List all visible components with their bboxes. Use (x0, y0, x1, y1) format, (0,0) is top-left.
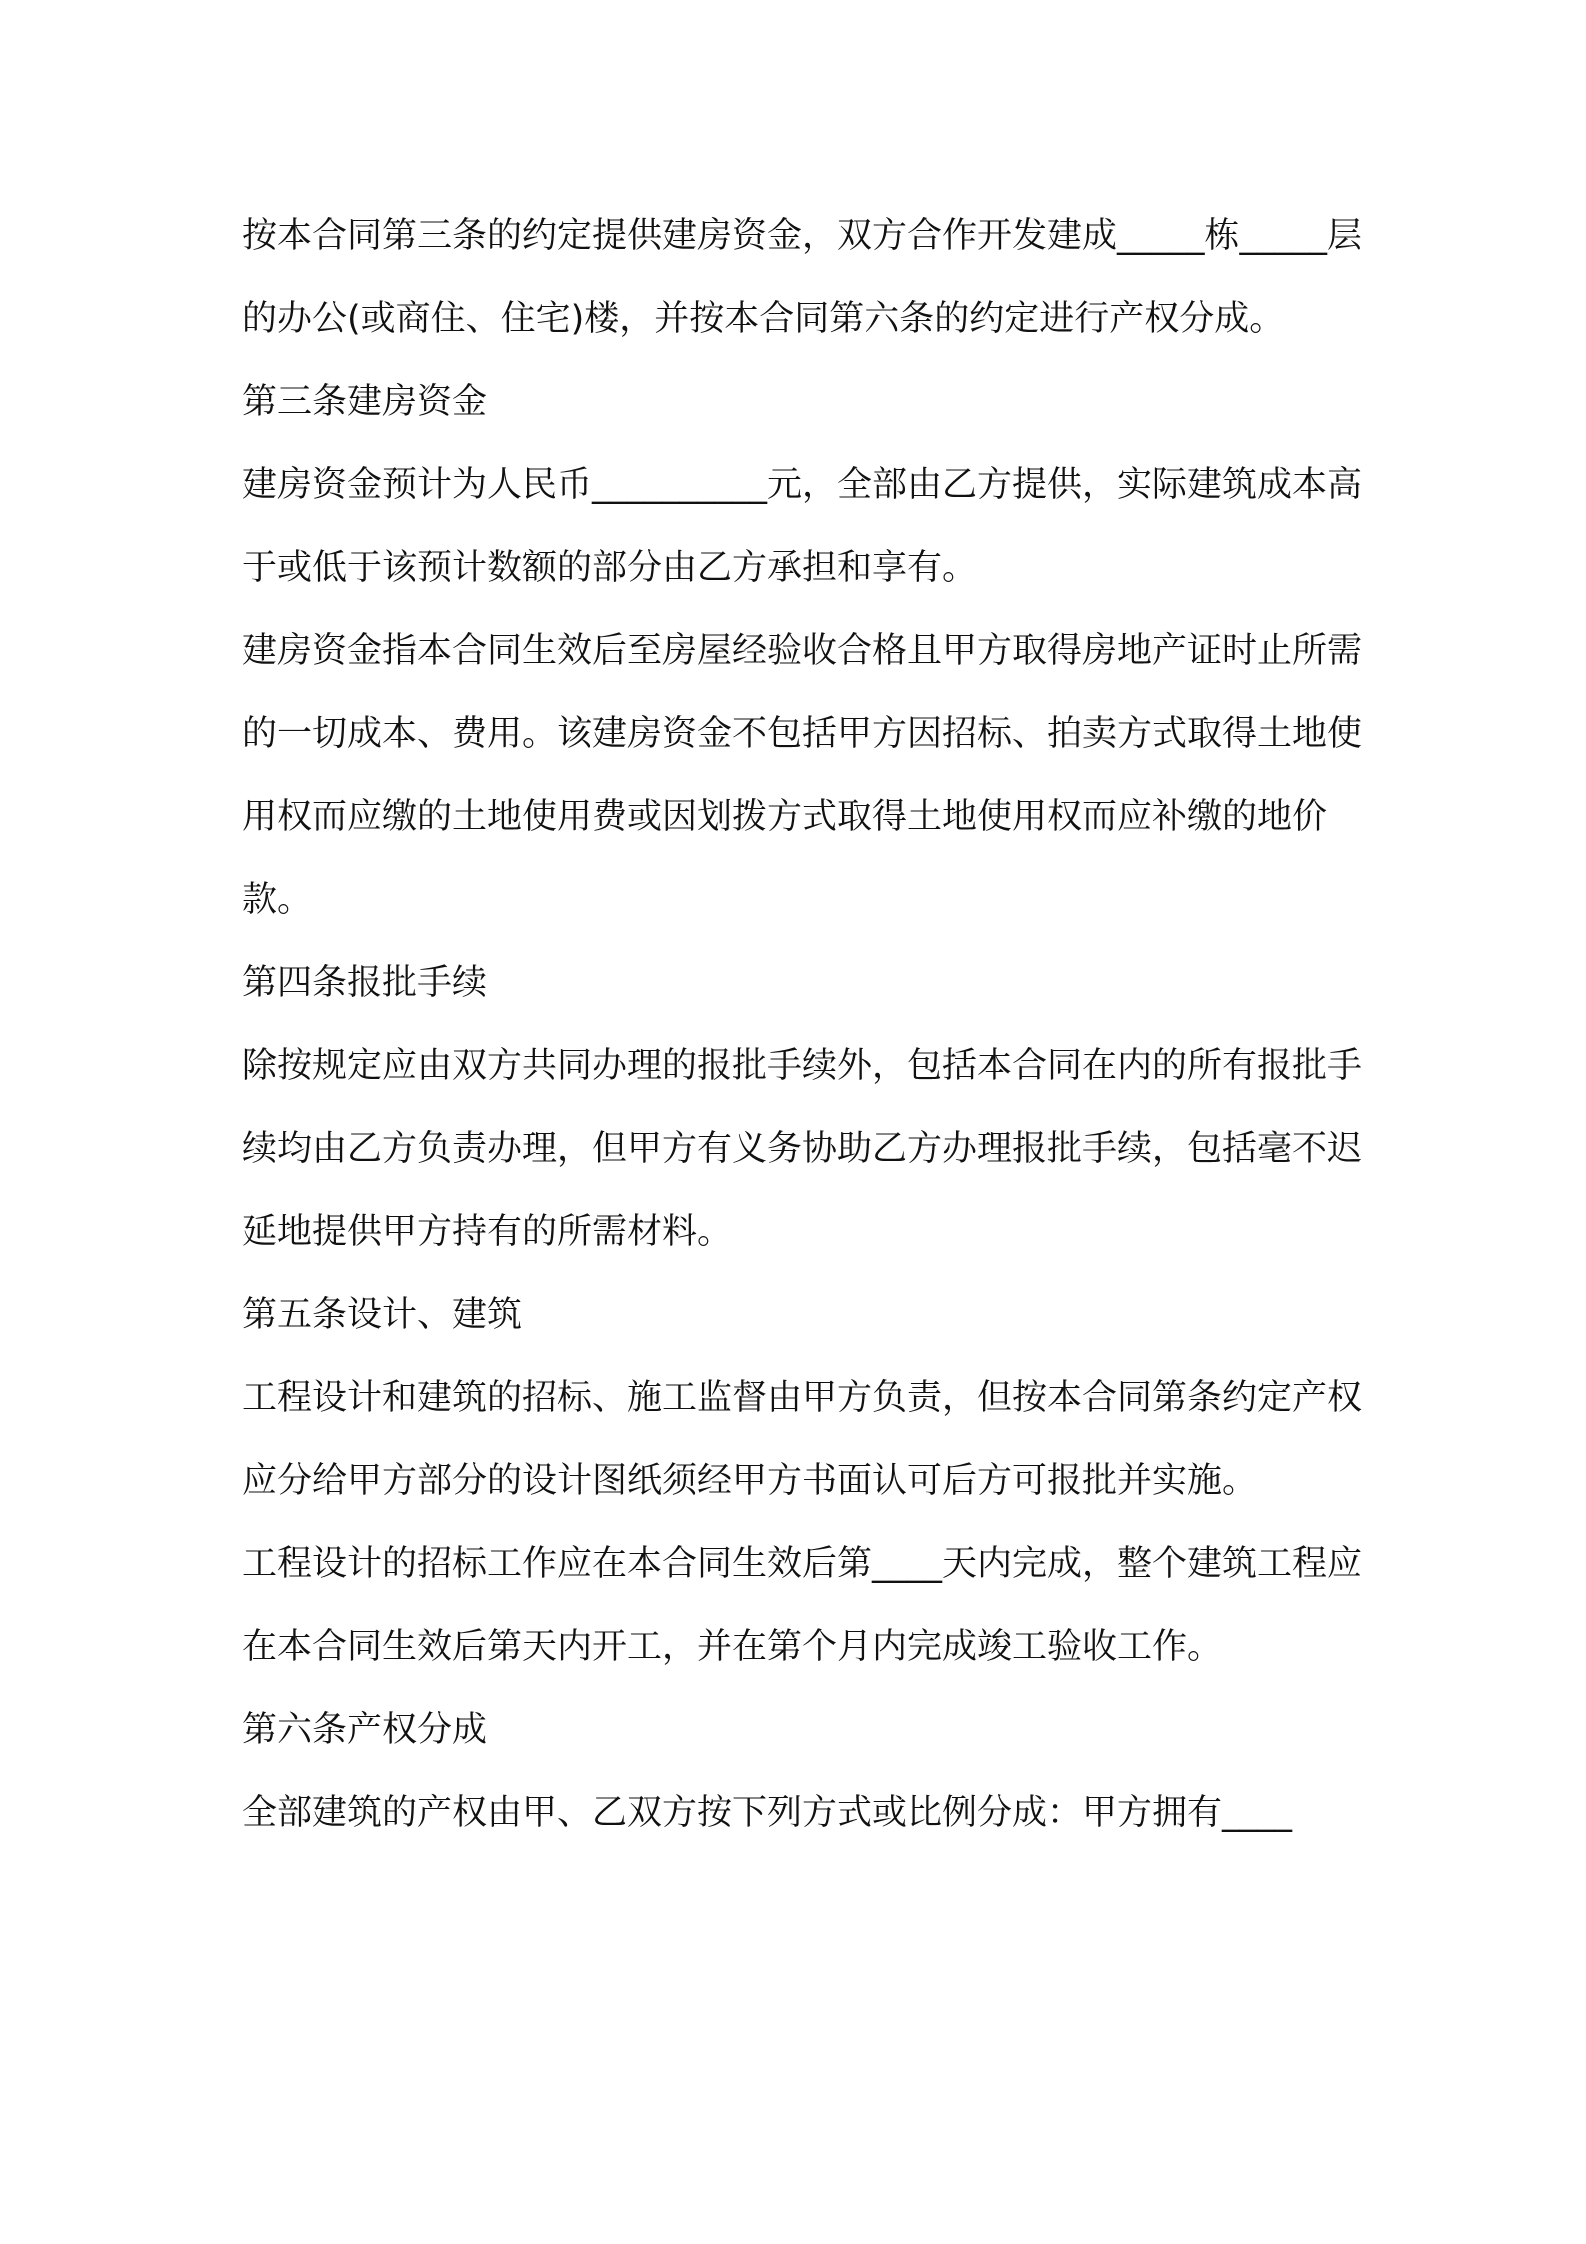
paragraph-property-division: 全部建筑的产权由甲、乙双方按下列方式或比例分成：甲方拥有____ (242, 1793, 1293, 1833)
paragraph-funding-definition: 建房资金指本合同生效后至房屋经验收合格且甲方取得房地产证时止所需的一切成本、费用。该建房资金不包括甲方因招标、拍卖方式取得土地使用权而应缴的土地使用费或因划拨方式取得土地使用权而应补缴的地价款。 (242, 631, 1363, 920)
heading-article-three: 第三条建房资金 (242, 382, 488, 422)
heading-article-six: 第六条产权分成 (242, 1710, 488, 1750)
paragraph-article-two-cont: 按本合同第三条的约定提供建房资金，双方合作开发建成_____栋_____层的办公(或商住、住宅)楼，并按本合同第六条的约定进行产权分成。 (242, 216, 1363, 339)
paragraph-design-schedule: 工程设计的招标工作应在本合同生效后第____天内完成，整个建筑工程应在本合同生效后第天内开工，并在第个月内完成竣工验收工作。 (242, 1544, 1363, 1667)
paragraph-approval-procedures: 除按规定应由双方共同办理的报批手续外，包括本合同在内的所有报批手续均由乙方负责办理，但甲方有义务协助乙方办理报批手续，包括毫不迟延地提供甲方持有的所需材料。 (242, 1046, 1363, 1252)
paragraph-funding-estimate: 建房资金预计为人民币__________元，全部由乙方提供，实际建筑成本高于或低于该预计数额的部分由乙方承担和享有。 (242, 465, 1363, 588)
paragraph-design-supervision: 工程设计和建筑的招标、施工监督由甲方负责，但按本合同第条约定产权应分给甲方部分的设计图纸须经甲方书面认可后方可报批并实施。 (242, 1378, 1363, 1501)
heading-article-five: 第五条设计、建筑 (242, 1295, 523, 1335)
heading-article-four: 第四条报批手续 (242, 963, 488, 1003)
document-body (242, 195, 1362, 1855)
